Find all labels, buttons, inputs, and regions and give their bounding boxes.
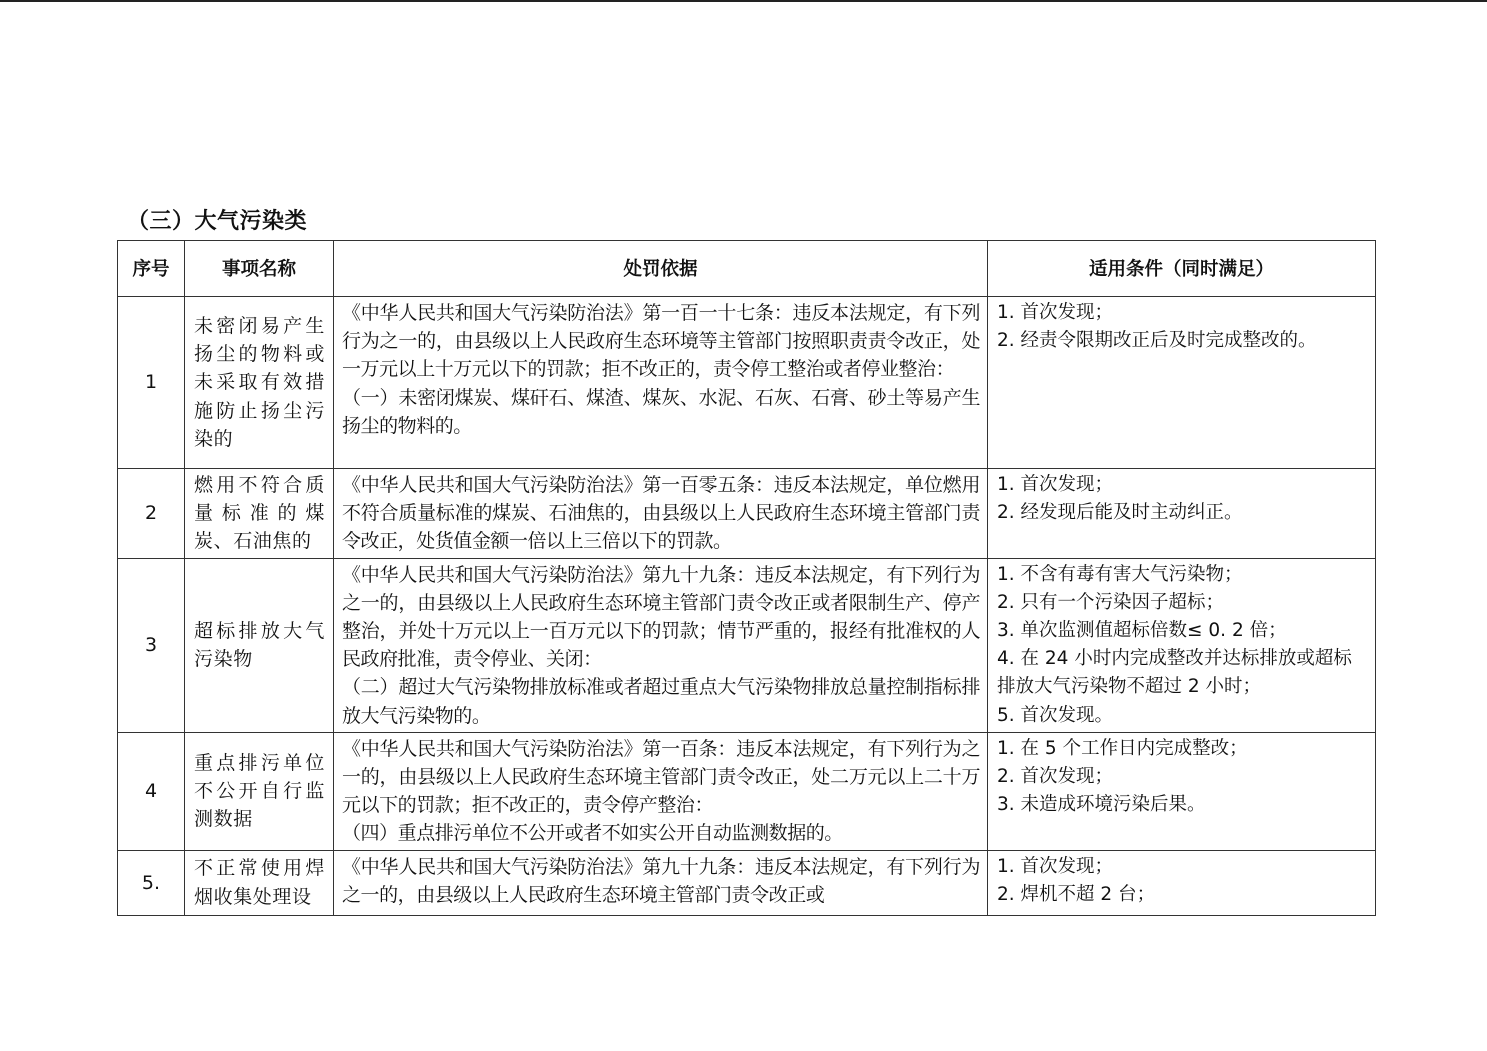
condition-item: 5. 首次发现。 <box>997 704 1114 726</box>
basis-clause: （一）未密闭煤炭、煤矸石、煤渣、煤灰、水泥、石灰、石膏、砂土等易产生扬尘的物料的。 <box>342 386 980 437</box>
penalty-table <box>117 240 1376 916</box>
condition-item: 3. 未造成环境污染后果。 <box>997 794 1206 816</box>
condition-item: 2. 焊机不超 2 台； <box>997 883 1156 905</box>
item-name: 重点排污单位不公开自行监测数据 <box>185 732 334 850</box>
item-name: 未密闭易产生扬尘的物料或未采取有效措施防止扬尘污染的 <box>185 297 334 469</box>
penalty-basis <box>334 850 988 915</box>
basis-article: 《中华人民共和国大气污染防治法》第一百一十七条：违反本法规定，有下列行为之一的，由县级以上人民政府生态环境等主管部门按照职责责令改正，处一万元以上十万元以下的罚款；拒不改正的，责令停工整治或者停业整治： <box>342 302 980 381</box>
item-name: 燃用不符合质量标准的煤炭、石油焦的 <box>185 469 334 559</box>
row-number: 1 <box>118 297 185 469</box>
condition-item: 3. 单次监测值超标倍数≤ 0. 2 倍； <box>997 620 1287 642</box>
penalty-basis <box>334 732 988 850</box>
basis-clause: （四）重点排污单位不公开或者不如实公开自动监测数据的。 <box>342 822 843 845</box>
table-row <box>118 732 1376 850</box>
condition-item: 4. 在 24 小时内完成整改并达标排放或超标排放大气污染物不超过 2 小时； <box>997 648 1352 698</box>
row-number: 2 <box>118 469 185 559</box>
penalty-basis <box>334 297 988 469</box>
top-rule <box>0 0 1487 2</box>
conditions <box>988 297 1376 469</box>
basis-article: 《中华人民共和国大气污染防治法》第一百零五条：违反本法规定，单位燃用不符合质量标准的煤炭、石油焦的，由县级以上人民政府生态环境主管部门责令改正，处货值金额一倍以上三倍以下的罚款。 <box>342 474 980 553</box>
conditions <box>988 732 1376 850</box>
header-condition: 适用条件（同时满足） <box>988 241 1376 297</box>
conditions <box>988 558 1376 732</box>
table-row <box>118 469 1376 559</box>
penalty-basis <box>334 469 988 559</box>
table-row <box>118 297 1376 469</box>
basis-clause: （二）超过大气污染物排放标准或者超过重点大气污染物排放总量控制指标排放大气污染物的。 <box>342 676 980 727</box>
table-row <box>118 850 1376 915</box>
header-basis: 处罚依据 <box>334 241 988 297</box>
row-number: 4 <box>118 732 185 850</box>
row-number: 5. <box>118 850 185 915</box>
penalty-table-wrapper <box>117 240 1375 908</box>
header-no: 序号 <box>118 241 185 297</box>
basis-article: 《中华人民共和国大气污染防治法》第一百条：违反本法规定，有下列行为之一的，由县级以上人民政府生态环境主管部门责令改正，处二万元以上二十万元以下的罚款；拒不改正的，责令停产整治： <box>342 737 980 817</box>
basis-article: 《中华人民共和国大气污染防治法》第九十九条：违反本法规定，有下列行为之一的，由县级以上人民政府生态环境主管部门责令改正或者限制生产、停产整治，并处十万元以上一百万元以下的罚款；情节严重的，报经有批准权的人民政府批准，责令停业、关闭： <box>342 563 980 671</box>
conditions <box>988 850 1376 915</box>
item-name: 超标排放大气污染物 <box>185 558 334 732</box>
table-header-row <box>118 241 1376 297</box>
condition-item: 2. 经责令限期改正后及时完成整改的。 <box>997 330 1317 352</box>
condition-item: 2. 首次发现； <box>997 766 1114 788</box>
condition-item: 1. 首次发现； <box>997 855 1114 877</box>
row-number: 3 <box>118 558 185 732</box>
basis-article: 《中华人民共和国大气污染防治法》第九十九条：违反本法规定，有下列行为之一的，由县级以上人民政府生态环境主管部门责令改正或 <box>342 855 980 906</box>
condition-item: 1. 不含有毒有害大气污染物； <box>997 563 1243 585</box>
header-name: 事项名称 <box>185 241 334 297</box>
condition-item: 1. 首次发现； <box>997 302 1114 323</box>
condition-item: 2. 只有一个污染因子超标； <box>997 591 1225 613</box>
item-name: 不正常使用焊烟收集处理设 <box>185 850 334 915</box>
condition-item: 2. 经发现后能及时主动纠正。 <box>997 502 1243 524</box>
table-row <box>118 558 1376 732</box>
conditions <box>988 469 1376 559</box>
condition-item: 1. 首次发现； <box>997 474 1114 495</box>
penalty-basis <box>334 558 988 732</box>
section-title: （三）大气污染类 <box>127 209 308 234</box>
condition-item: 1. 在 5 个工作日内完成整改； <box>997 737 1248 759</box>
